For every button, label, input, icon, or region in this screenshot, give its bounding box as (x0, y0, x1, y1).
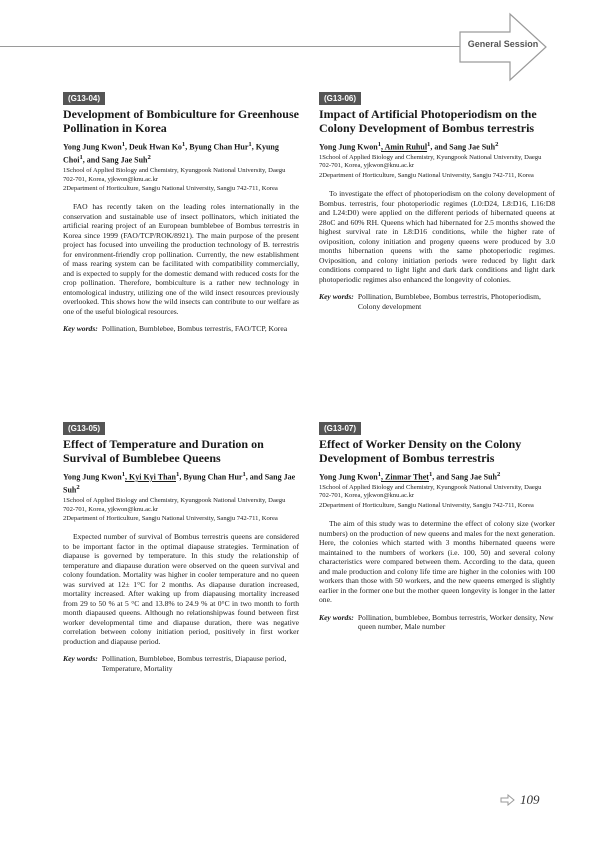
abstract-code: (G13-07) (319, 422, 361, 435)
abstract-g13-04 (63, 88, 299, 334)
abstract-affiliation: 2Department of Horticulture, Sangju National University, Sangju 742-711, Korea (63, 514, 278, 522)
keywords-text: Pollination, Bumblebee, Bombus terrestris, Photoperiodism, Colony development (357, 292, 541, 311)
abstract-body: The aim of this study was to determine the effect of colony size (worker numbers) on the production of new queens and males for the next generation. Here, the colonies which started with 3 months hibernated queens were maintained to the numbers of workers (i.e. 100, 50) and several colony characteristics were compared between them. According to the data, queen and male production and colony life time are higher in the colonies with 100 workers than those with 50 workers, and the new queens emerged is slightly earlier in the former one but the mother queen longevity is longer in the latter one. (319, 519, 555, 605)
keywords-label: Key words: (319, 292, 354, 302)
session-label: General Session (467, 39, 539, 49)
abstract-keywords (319, 613, 555, 632)
abstract-g13-06 (319, 88, 555, 311)
keywords-label: Key words: (63, 654, 98, 664)
abstract-keywords (319, 292, 555, 311)
abstract-keywords (63, 654, 299, 673)
keywords-text: Pollination, bumblebee, Bombus terrestris, Worker density, New queen number, Male number (357, 612, 554, 632)
keywords-label: Key words: (63, 324, 98, 334)
abstract-affiliation: 1School of Applied Biology and Chemistry, Kyungpook National University, Daegu 702-701, Korea, yjkwon@knu.ac.kr (63, 167, 286, 183)
abstract-affiliation: 2Department of Horticulture, Sangju National University, Sangju 742-711, Korea (319, 171, 534, 179)
abstract-code: (G13-05) (63, 422, 105, 435)
abstract-affiliation: 2Department of Horticulture, Sangju National University, Sangju 742-711, Korea (63, 184, 278, 192)
abstract-authors: Yong Jung Kwon$^1$, Amin Ruhul$^1$, and Sang Jae Suh$^2$ (319, 141, 499, 152)
abstract-body: FAO has recently taken on the leading roles internationally in the conservation and sustainable use of insect pollinators, which initiated the artificial rearing project of an European bumblebee of Bombus terrestris in Korea since 1999 (FAO/TCP/ROK/8921). The main purpose of the present project has focused into unveiling the production technology of B. terrestris for environment-friendly crop pollination. Currently, the new establishment of mass rearing system can be facilitated with compatibility commercially, and is expected to supply for the domestic demand with reduced costs for the crop pollination. Therefore, bombiculture is a rather new technology in entomological industry, utilizing one of the wild insect resources previously overlooked. This shows how the wild insects can contribute to our welfare as one of the useful biological resources. (63, 202, 299, 316)
abstract-body: Expected number of survival of Bombus terrestris queens are considered to be important factor in the optimal diapause strategies. Termination of diapause is governed by temperature. In this study the relationship of temperature and diapause duration were observed on the queen survival and colony foundation. Mortality was higher in cooler temperature and no queen was survived at 12± 1°C for 2 months. As diapause duration increased, mortality increased. After waking up from diapausing mortality increased from 29 to 50 % at 5 °C and 13.8% to 24.9 % at 0°C in two month to forth month diapaused queens. Although no relationshipwas found between first worker developmental time and diapause duration, there was negative correlation between colony initiation period, positively in first worker production and diapause period. (63, 532, 299, 646)
abstract-authors: Yong Jung Kwon$^1$, Kyi Kyi Than$^1$, Byung Chan Hur$^1$, and Sang Jae Suh$^2$ (63, 471, 296, 495)
abstract-title: Effect of Temperature and Duration on Survival of Bumblebee Queens (63, 437, 264, 465)
abstract-code: (G13-04) (63, 92, 105, 105)
abstract-authors: Yong Jung Kwon$^1$, Zinmar Thet$^1$, and Sang Jae Suh$^2$ (319, 471, 501, 482)
keywords-text: Pollination, Bumblebee, Bombus terrestris, Diapause period, Temperature, Mortality (101, 654, 287, 673)
keywords-text: Pollination, Bumblebee, Bombus terrestris, FAO/TCP, Korea (101, 324, 288, 334)
abstract-affiliation: 1School of Applied Biology and Chemistry, Kyungpook National University, Daegu 702-701, Korea, yjkwon@knu.ac.kr (63, 497, 286, 513)
abstract-g13-07 (319, 418, 555, 632)
abstract-g13-05 (63, 418, 299, 673)
abstract-authors: Yong Jung Kwon$^1$, Deuk Hwan Ko$^1$, Byung Chan Hur$^1$, Kyung Choi$^1$, and Sang Jae Suh$^2$ (63, 141, 279, 165)
page-number: 109 (520, 792, 540, 807)
abstract-body: To investigate the effect of photoperiodism on the colony development of Bombus. terrestris, four photoperiodic regimes (L0:D24, L8:D16, L16:D8 and L24:D0) were applied on the different periods of hibernated queens at 28oC and 60% RH. Queens which had hibernated for 2.5 months showed the highest survival rate in L8:D16 conditions, while the higher rate of oviposition, colony initiation and progeny queens were produced by 3.0 months hibernation queens with the same photoperiodic regimes. Oviposition, and colony initiation periods were reduced by light dark conditions compared to light light and dark dark conditions and light dark photoperiodic regimes also enhanced the longevity of colonies. (319, 189, 555, 284)
abstract-affiliation: 1School of Applied Biology and Chemistry, Kyungpook National University, Daegu 702-701, Korea, yjkwon@knu.ac.kr (319, 154, 542, 170)
abstract-title: Impact of Artificial Photoperiodism on the Colony Development of Bombus terrestris (319, 107, 537, 135)
abstract-keywords (63, 324, 299, 334)
keywords-label: Key words: (319, 612, 354, 622)
page-arrow-icon (500, 794, 516, 806)
abstract-affiliation: 2Department of Horticulture, Sangju National University, Sangju 742-711, Korea (319, 501, 534, 509)
abstract-title: Effect of Worker Density on the Colony Development of Bombus terrestris (319, 437, 522, 465)
abstract-title: Development of Bombiculture for Greenhouse Pollination in Korea (63, 107, 299, 135)
abstract-code: (G13-06) (319, 92, 361, 105)
abstract-affiliation: 1School of Applied Biology and Chemistry, Kyungpook National University, Daegu 702-701, Korea, yjkwon@knu.ac.kr (319, 484, 542, 500)
